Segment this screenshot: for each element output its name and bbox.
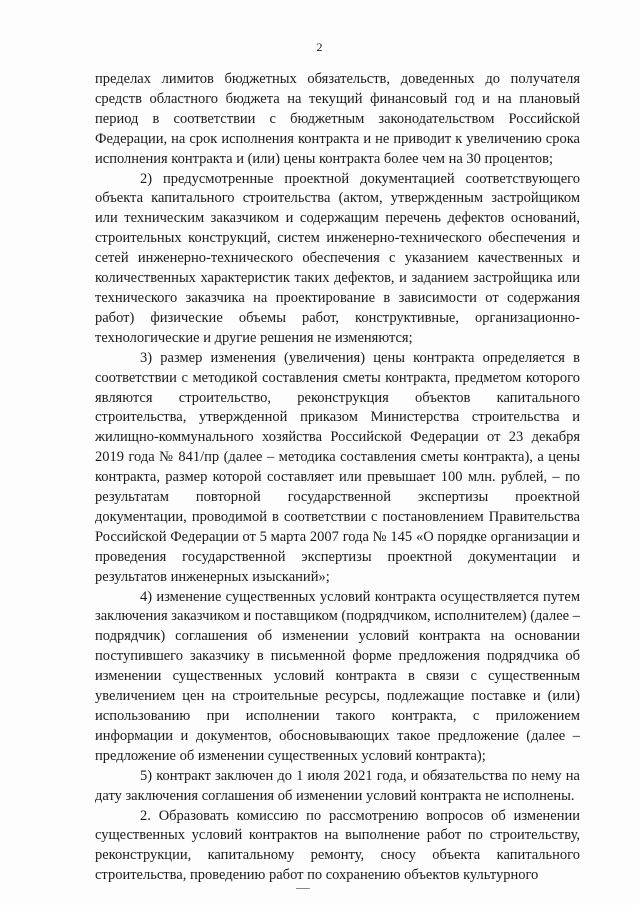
scan-mark [296,888,310,889]
paragraph-continuation: пределах лимитов бюджетных обязательств, доведенных до получателя средств областного бюджета на текущий финансовый год и на плановый период в соответствии с бюджетным законодательством Российской Федерации, на срок исполнения контракта и не приводит к увеличению срока исполнения контракта и (или) цены контракта более чем на 30 процентов; [95,71,580,167]
paragraph-section-2: 2. Образовать комиссию по рассмотрению вопросов об изменении существенных условий контрактов на выполнение работ по строительству, реконструкции, капитальному ремонту, сносу объекта капитального строительства, проведению работ по сохранению объектов культурного [95,807,580,884]
paragraph-item-4: 4) изменение существенных условий контракта осуществляется путем заключения заказчиком и поставщиком (подрядчиком, исполнителем) (далее – подрядчик) соглашения об изменении условий контракта на основании поступившего заказчику в письменной форме предложения подрядчика об изменении существенных условий контракта в связи с существенным увеличением цен на строительные ресурсы, подлежащие поставке и (или) использованию при исполнении такого контракта, с приложением информации и документов, обосновывающих такое предложение (далее – предложение об изменении существенных условий контракта); [95,588,580,764]
document-body [95,70,580,886]
page-number: 2 [316,40,323,54]
paragraph-item-5: 5) контракт заключен до 1 июля 2021 года, и обязательства по нему на дату заключения соглашения об изменении условий контракта не исполнены. [95,767,580,804]
paragraph-item-2: 2) предусмотренные проектной документацией соответствующего объекта капитального строительства (актом, утвержденным застройщиком или техническим заказчиком и содержащим перечень дефектов оснований, строительных конструкций, систем инженерно-технического обеспечения и сетей инженерно-технического обеспечения с указанием качественных и количественных характеристик таких дефектов, и заданием застройщика или технического заказчика на проектирование в зависимости от содержания работ) физические объемы работ, конструктивные, организационно-технологические и другие решения не изменяются; [95,170,580,346]
paragraph-item-3: 3) размер изменения (увеличения) цены контракта определяется в соответствии с методикой составления сметы контракта, предметом которого являются строительство, реконструкция объектов капитального строительства, утвержденной приказом Министерства строительства и жилищно-коммунального хозяйства Российской Федерации от 23 декабря 2019 года № 841/пр (далее – методика составления сметы контракта), а цены контракта, размер которой составляет или превышает 100 млн. рублей, – по результатам повторной государственной экспертизы проектной документации, проводимой в соответствии с постановлением Правительства Российской Федерации от 5 марта 2007 года № 145 «О порядке организации и проведения государственной экспертизы проектной документации и результатов инженерных изысканий»; [95,349,580,585]
